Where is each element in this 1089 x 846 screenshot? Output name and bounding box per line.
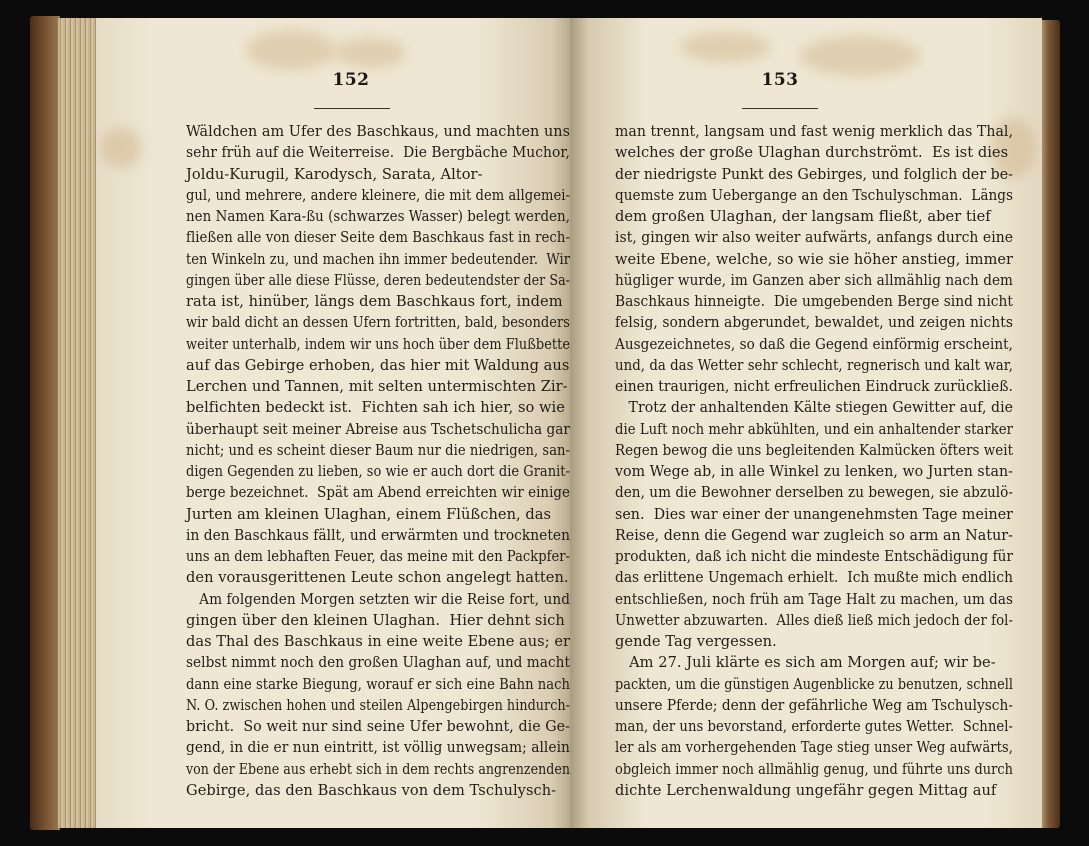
body-text [186,121,631,801]
text-line: selbst nimmt noch den großen Ulaghan auf, und macht [186,654,570,672]
text-line: wir bald dicht an dessen Ufern fortritten, bald, besonders [186,314,570,332]
text-line: man trennt, langsam und fast wenig merklich das Thal, [615,123,1013,140]
text-line: gul, und mehrere, andere kleinere, die mit dem allgemei- [186,186,570,204]
text-line: bricht. So weit nur sind seine Ufer bewohnt, die Ge- [186,718,570,735]
text-line: Lerchen und Tannen, mit selten untermischten Zir- [186,378,568,395]
text-line: in den Baschkaus fällt, und erwärmten und trockneten [186,526,570,544]
text-line: Reise, denn die Gegend war zugleich so arm an Natur- [615,526,1013,544]
text-line: vom Wege ab, in alle Winkel zu lenken, wo Jurten stan- [615,463,1013,480]
text-line: von der Ebene aus erhebt sich in dem rechts angrenzenden [186,760,570,778]
text-line: ist, gingen wir also weiter aufwärts, anfangs durch eine [615,229,1013,247]
text-line: man, der uns bevorstand, erforderte gutes Wetter. Schnel- [615,718,1013,735]
foxing-stain [336,38,406,68]
text-line: Ausgezeichnetes, so daß die Gegend einförmig erscheint, [615,335,1013,353]
text-line: den, um die Bewohner derselben zu bewegen, sie abzulö- [615,484,1013,502]
text-line: fließen alle von dieser Seite dem Baschkaus fast in rech- [186,229,570,247]
text-line: einen traurigen, nicht erfreulichen Eindruck zurückließ. [615,378,1013,395]
text-line: auf das Gebirge erhoben, das hier mit Waldung aus [186,356,570,374]
text-line: das Thal des Baschkaus in eine weite Ebene aus; er [186,633,570,650]
text-line: unsere Pferde; denn der gefährliche Weg am Tschulysch- [615,696,1013,714]
text-line: packten, um die günstigen Augenblicke zu benutzen, schnell [615,675,1013,693]
header-rule [314,108,390,109]
text-line: ten Winkeln zu, und machen ihn immer bedeutender. Wir [186,250,570,268]
text-line: N. O. zwischen hohen und steilen Alpengebirgen hindurch- [186,696,570,714]
text-line: nicht; und es scheint dieser Baum nur die niedrigen, san- [186,441,570,459]
text-line: und, da das Wetter sehr schlecht, regnerisch und kalt war, [615,356,1013,374]
text-line: Am folgenden Morgen setzten wir die Reise fort, und [186,590,570,608]
text-line: Regen bewog die uns begleitenden Kalmücken öfters weit [615,441,1013,459]
text-line: uns an dem lebhaften Feuer, das meine mit den Packpfer- [186,548,570,565]
text-line: gingen über den kleinen Ulaghan. Hier dehnt sich [186,611,565,629]
text-line: sehr früh auf die Weiterreise. Die Bergbäche Muchor, [186,144,570,162]
text-line: Unwetter abzuwarten. Alles dieß ließ mich jedoch der fol- [615,611,1013,629]
text-line: die Luft noch mehr abkühlten, und ein anhaltender starker [615,420,1013,438]
text-line: obgleich immer noch allmählig genug, und führte uns durch [615,760,1013,778]
text-line: Gebirge, das den Baschkaus von dem Tschulysch- [186,781,557,799]
foxing-stain [246,30,336,70]
header-rule [742,108,818,109]
foxing-stain [680,32,770,62]
text-line: das erlittene Ungemach erhielt. Ich mußte mich endlich [615,569,1013,587]
text-line: dem großen Ulaghan, der langsam fließt, aber tief [615,208,991,225]
text-line: entschließen, noch früh am Tage Halt zu machen, um das [615,590,1013,608]
text-line: gende Tag vergessen. [615,633,777,650]
text-line: rata ist, hinüber, längs dem Baschkaus fort, indem [186,293,563,310]
text-line: weite Ebene, welche, so wie sie höher anstieg, immer [615,250,1013,268]
text-line: Joldu-Kurugil, Karodysch, Sarata, Altor- [186,165,483,183]
right-page [570,18,1042,828]
text-line: welches der große Ulaghan durchströmt. Es ist dies [615,144,1009,162]
foxing-stain [101,128,141,168]
text-line: quemste zum Uebergange an den Tschulyschman. Längs [615,186,1013,204]
text-line: weiter unterhalb, indem wir uns hoch über dem Flußbette [186,335,570,353]
page-number: 152 [332,70,370,90]
text-line: dann eine starke Biegung, worauf er sich eine Bahn nach [186,675,570,693]
text-line: gingen über alle diese Flüsse, deren bedeutendster der Sa- [186,271,570,289]
text-line: dichte Lerchenwaldung ungefähr gegen Mittag auf [615,781,997,799]
text-line: gend, in die er nun eintritt, ist völlig unwegsam; allein [186,739,570,757]
text-line: Wäldchen am Ufer des Baschkaus, und machten uns [186,123,570,140]
text-line: hügliger wurde, im Ganzen aber sich allmählig nach dem [615,271,1013,289]
text-line: den vorausgerittenen Leute schon angelegt hatten. [186,569,569,587]
text-line: sen. Dies war einer der unangenehmsten Tage meiner [615,505,1013,523]
body-text [615,121,1068,801]
text-line: felsig, sondern abgerundet, bewaldet, und zeigen nichts [615,314,1013,332]
text-line: produkten, daß ich nicht die mindeste Entschädigung für [615,548,1013,565]
text-line: Am 27. Juli klärte es sich am Morgen auf; wir be- [615,654,996,672]
text-line: überhaupt seit meiner Abreise aus Tschetschulicha gar [186,420,570,438]
text-line: berge bezeichnet. Spät am Abend erreichten wir einige [186,484,570,502]
text-line: nen Namen Kara-ßu (schwarzes Wasser) belegt werden, [186,208,570,225]
text-line: Baschkaus hinneigte. Die umgebenden Berge sind nicht [615,293,1013,310]
text-line: digen Gegenden zu lieben, so wie er auch dort die Granit- [186,463,570,480]
text-line: Trotz der anhaltenden Kälte stiegen Gewitter auf, die [615,399,1013,417]
left-page [96,18,570,828]
text-line: Jurten am kleinen Ulaghan, einem Flüßchen, das [186,505,552,523]
book-cover-left [30,16,60,830]
text-line: ler als am vorhergehenden Tage stieg unser Weg aufwärts, [615,739,1013,757]
text-line: der niedrigste Punkt des Gebirges, und folglich der be- [615,165,1013,183]
text-line: belfichten bedeckt ist. Fichten sah ich hier, so wie [186,399,565,417]
page-number: 153 [761,70,799,90]
